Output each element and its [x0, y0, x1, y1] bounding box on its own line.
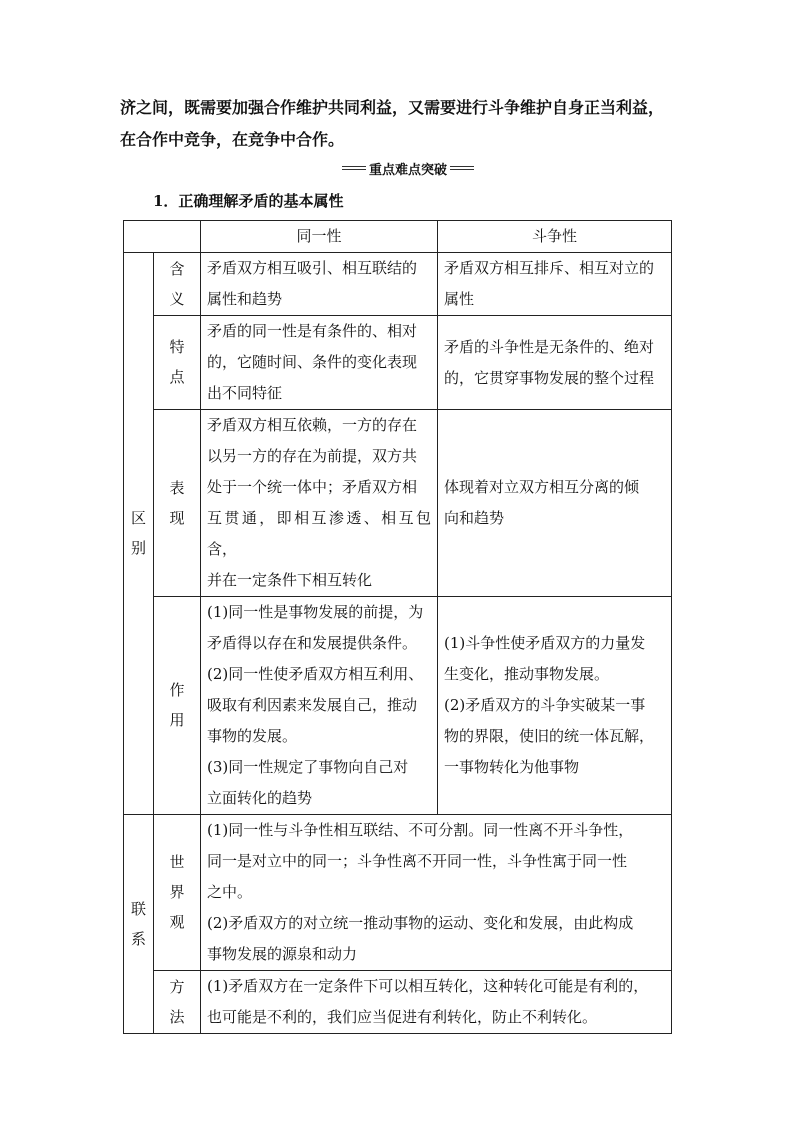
category-label: 区别: [130, 509, 146, 557]
cell-line: 立面转化的趋势: [207, 789, 313, 807]
table-row: [124, 253, 672, 316]
cell-line: (1)同一性与斗争性相互联结、不可分割。同一性离不开斗争性，: [207, 821, 634, 839]
cell-line: 并在一定条件下相互转化: [207, 571, 373, 589]
identity-cell: [201, 410, 438, 597]
cell-line: (2)同一性使矛盾双方相互利用、: [207, 665, 424, 683]
section-banner: [342, 158, 474, 178]
table-row: [124, 410, 672, 597]
section-heading: 1．正确理解矛盾的基本属性: [153, 192, 344, 210]
cell-line: 事物的发展。: [207, 727, 298, 745]
cell-line: (2)矛盾双方的对立统一推动事物的运动、变化和发展，由此构成: [207, 914, 634, 932]
cell-line: 向和趋势: [444, 509, 505, 527]
intro-line: 在合作中竞争，在竞争中合作。: [120, 130, 345, 149]
cell-line: 一事物转化为他事物: [444, 758, 580, 776]
header-empty-cell: [124, 221, 201, 253]
cell-line: (1)斗争性使矛盾双方的力量发: [444, 634, 646, 652]
cell-line: 矛盾双方相互依赖，一方的存在: [207, 416, 418, 434]
category-difference: [124, 253, 154, 815]
cell-line: 体现着对立双方相互分离的倾: [444, 478, 640, 496]
struggle-cell: [438, 316, 672, 410]
table-row: [124, 971, 672, 1034]
row-label: 特点: [169, 338, 185, 386]
table-row: [124, 316, 672, 410]
table-row: [124, 597, 672, 815]
cell-line: 的，它随时间、条件的变化表现: [207, 353, 418, 371]
banner-rule-left: [342, 166, 366, 170]
table-header-row: [124, 221, 672, 253]
cell-line: (1)矛盾双方在一定条件下可以相互转化，这种转化可能是有利的，: [207, 977, 649, 995]
worldview-cell: [201, 815, 672, 971]
row-label: 作用: [169, 681, 185, 729]
table-row: [124, 815, 672, 971]
struggle-cell: [438, 410, 672, 597]
row-label: 表现: [169, 478, 185, 527]
methodology-cell: [201, 971, 672, 1034]
cell-line: 处于一个统一体中；矛盾双方相: [207, 478, 418, 496]
cell-line: 事物发展的源泉和动力: [207, 945, 358, 963]
category-relation: [124, 815, 154, 1034]
row-label: 含义: [169, 259, 185, 308]
row-label: 方法: [169, 977, 185, 1026]
cell-line: 同一是对立中的同一；斗争性离不开同一性，斗争性寓于同一性: [207, 852, 628, 870]
intro-paragraph: [120, 92, 680, 156]
banner-rule-right: [450, 166, 474, 170]
identity-cell: [201, 316, 438, 410]
cell-line: (3)同一性规定了事物向自己对: [207, 758, 409, 776]
cell-line: 互贯通，即相互渗透、相互包含，: [207, 509, 431, 558]
cell-line: 属性和趋势: [207, 290, 283, 308]
row-label: 世界观: [169, 853, 185, 931]
row-label-cell: [154, 971, 201, 1034]
cell-line: (1)同一性是事物发展的前提，为: [207, 603, 424, 621]
row-label-cell: [154, 410, 201, 597]
cell-line: 矛盾的同一性是有条件的、相对: [207, 322, 418, 340]
banner-title: 重点难点突破: [369, 162, 448, 178]
intro-line: 济之间，既需要加强合作维护共同利益，又需要进行斗争维护自身正当利益，: [120, 98, 665, 117]
cell-line: 以另一方的存在为前提，双方共: [207, 447, 418, 465]
cell-line: 属性: [444, 290, 475, 308]
row-label-cell: [154, 815, 201, 971]
cell-line: 之中。: [207, 883, 253, 901]
struggle-cell: [438, 597, 672, 815]
cell-line: 的，它贯穿事物发展的整个过程: [444, 368, 655, 387]
cell-line: 生变化，推动事物发展。: [444, 665, 610, 683]
header-struggle: 斗争性: [438, 221, 672, 253]
struggle-cell: [438, 253, 672, 316]
cell-line: 矛盾双方相互排斥、相互对立的: [444, 259, 655, 277]
identity-cell: [201, 597, 438, 815]
header-identity: 同一性: [201, 221, 438, 253]
cell-line: (2)矛盾双方的斗争实破某一事: [444, 696, 646, 714]
row-label-cell: [154, 316, 201, 410]
cell-line: 矛盾的斗争性是无条件的、绝对: [444, 337, 655, 356]
row-label-cell: [154, 253, 201, 316]
attributes-table: [123, 220, 672, 1034]
cell-line: 矛盾双方相互吸引、相互联结的: [207, 259, 418, 277]
cell-line: 吸取有利因素来发展自己，推动: [207, 696, 418, 714]
cell-line: 也可能是不利的，我们应当促进有利转化，防止不利转化。: [207, 1008, 598, 1026]
identity-cell: [201, 253, 438, 316]
cell-line: 出不同特征: [207, 384, 283, 402]
cell-line: 矛盾得以存在和发展提供条件。: [207, 634, 418, 652]
cell-line: 物的界限，使旧的统一体瓦解，: [444, 727, 655, 745]
row-label-cell: [154, 597, 201, 815]
category-label: 联系: [130, 899, 146, 948]
